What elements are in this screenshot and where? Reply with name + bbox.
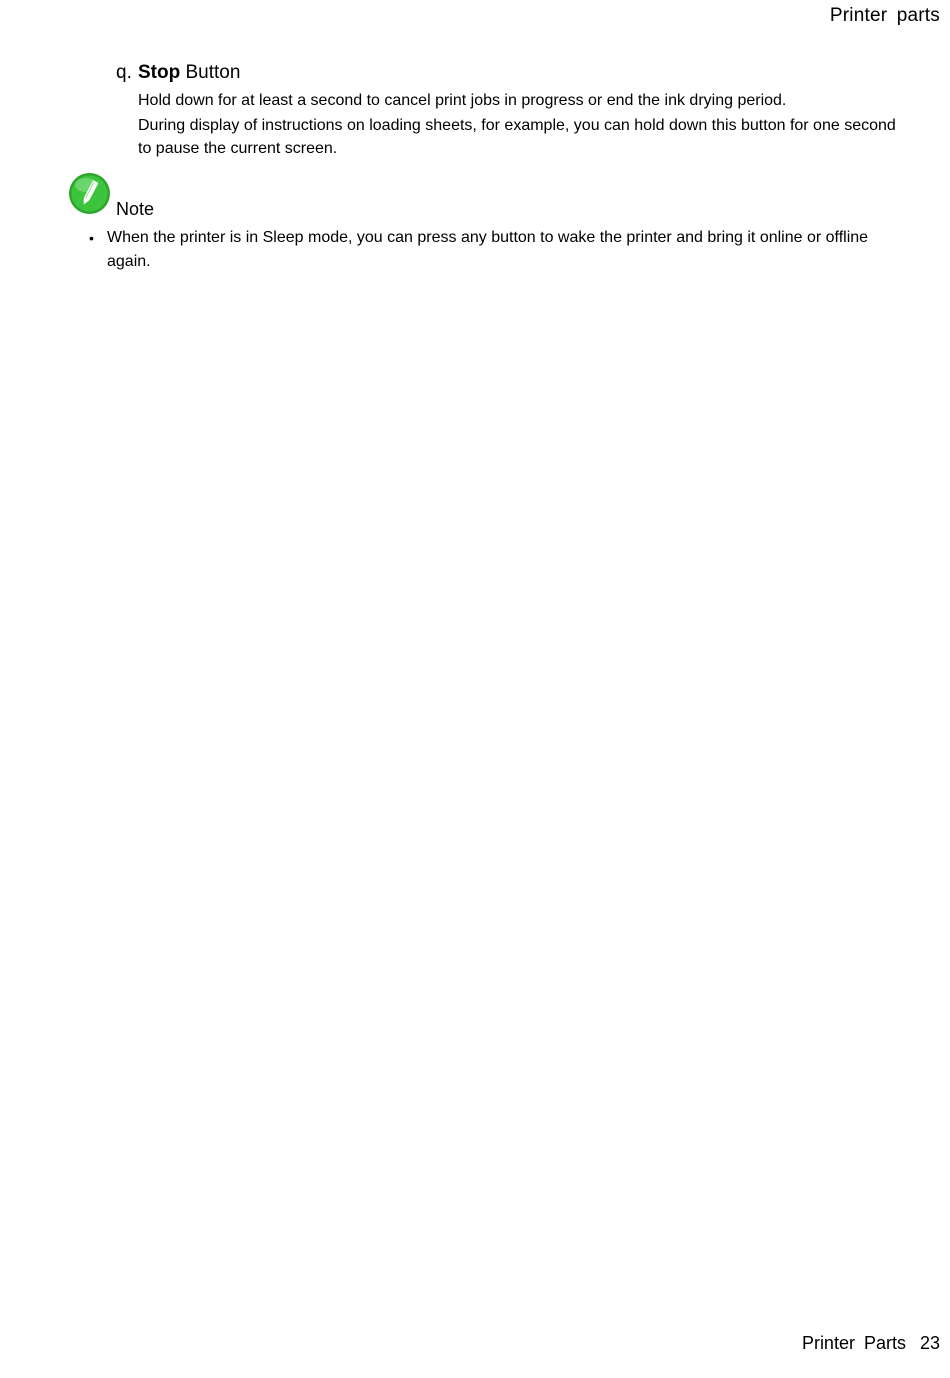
running-header: Printer parts	[829, 5, 940, 26]
page-footer	[802, 1333, 940, 1354]
item-letter: q.	[116, 62, 132, 83]
pencil-note-icon	[68, 172, 111, 215]
item-paragraph: During display of instructions on loading sheets, for example, you can hold down this button for one second to pause the current screen.	[138, 117, 896, 157]
bullet-icon: •	[89, 230, 94, 246]
stop-button-entry	[116, 61, 906, 160]
item-paragraph: Hold down for at least a second to cancel print jobs in progress or end the ink drying period.	[138, 92, 787, 109]
item-heading	[116, 61, 906, 85]
page-number: 23	[919, 1333, 940, 1353]
item-name-suffix: Button	[180, 62, 241, 83]
item-description	[138, 89, 906, 160]
footer-section-title: Printer Parts	[801, 1333, 906, 1353]
note-label: Note	[116, 199, 155, 219]
note-list	[89, 226, 869, 274]
note-text: When the printer is in Sleep mode, you can press any button to wake the printer and bring it online or offline again.	[107, 229, 869, 270]
list-item	[89, 226, 869, 274]
item-name: Stop	[138, 62, 181, 83]
